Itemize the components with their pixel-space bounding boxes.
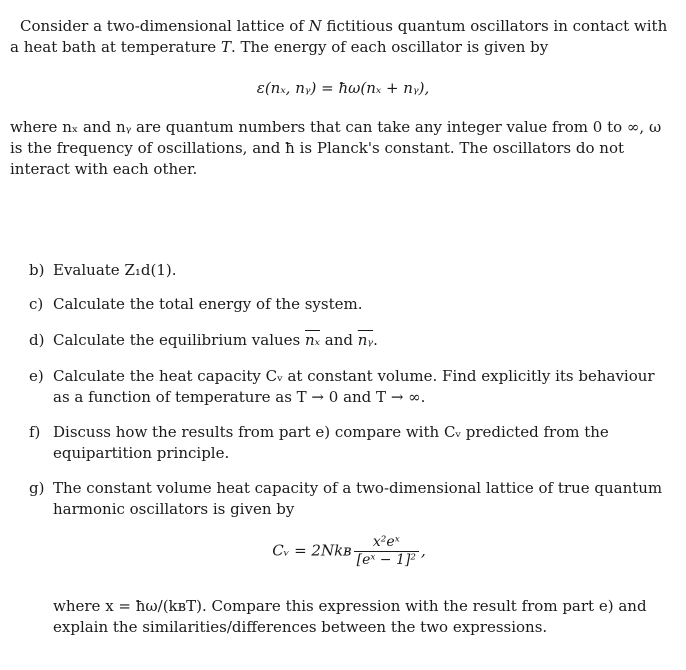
item-d-text [53,330,669,351]
item-c-label: c) [29,295,44,313]
item-g-after [29,596,669,638]
item-g [29,478,669,520]
intro-text-c: . The energy of each oscillator is given by [230,38,549,56]
description-paragraph: where nₓ and nᵧ are quantum numbers that can take any integer value from 0 to ∞, ω is the frequency of oscillations, and ħ is Planck's constant. The oscillators do not interact with each other. [10,118,662,178]
item-b-text: Evaluate Z₁d(1). [53,261,177,279]
item-b [29,260,669,281]
fraction-numerator: x²eˣ [354,534,419,552]
item-c-text: Calculate the total energy of the system. [53,295,363,313]
intro-text-a: Consider a two-dimensional lattice of [20,17,309,35]
item-e-text: Calculate the heat capacity Cᵥ at constant volume. Find explicitly its behaviour as a function of temperature as T → 0 and T → ∞. [53,367,655,406]
equation-comma: , [420,541,426,560]
item-e-label: e) [29,367,44,385]
item-e [29,366,669,408]
heat-capacity-lhs: Cᵥ = 2Nkʙ [272,541,352,560]
symbol-N: N [308,17,322,35]
energy-equation: ε(nₓ, nᵧ) = ħω(nₓ + nᵧ), [256,79,430,97]
item-d-label: d) [29,331,45,349]
item-f-text: Discuss how the results from part e) compare with Cᵥ predicted from the equipartition principle. [53,423,609,462]
item-d-text-a: Calculate the equilibrium values [53,331,305,349]
item-g-text: The constant volume heat capacity of a two-dimensional lattice of true quantum harmonic oscillators is given by [53,479,663,518]
heat-capacity-fraction [354,534,419,569]
item-c [29,294,669,315]
fraction-denominator: [eˣ − 1]² [356,552,416,568]
intro-paragraph [10,16,672,58]
item-g-label: g) [29,479,45,497]
item-b-label: b) [29,261,45,279]
mean-ny: $\overline{nᵧ}$ [357,331,374,349]
intro-text-b: fictitious quantum oscillators in contact with a heat bath at temperature [10,17,668,56]
heat-capacity-equation [6,534,686,569]
item-d [29,330,669,351]
symbol-T: T [220,38,231,56]
item-f [29,422,669,464]
mean-nx: $\overline{n_x}$ [305,331,320,349]
item-d-and: and [320,331,358,349]
item-g-after-text: where x = ħω/(kʙT). Compare this expression with the result from part e) and explain the similarities/differences between the two expressions. [53,597,647,636]
item-f-label: f) [29,423,41,441]
item-d-end: . [373,331,378,349]
